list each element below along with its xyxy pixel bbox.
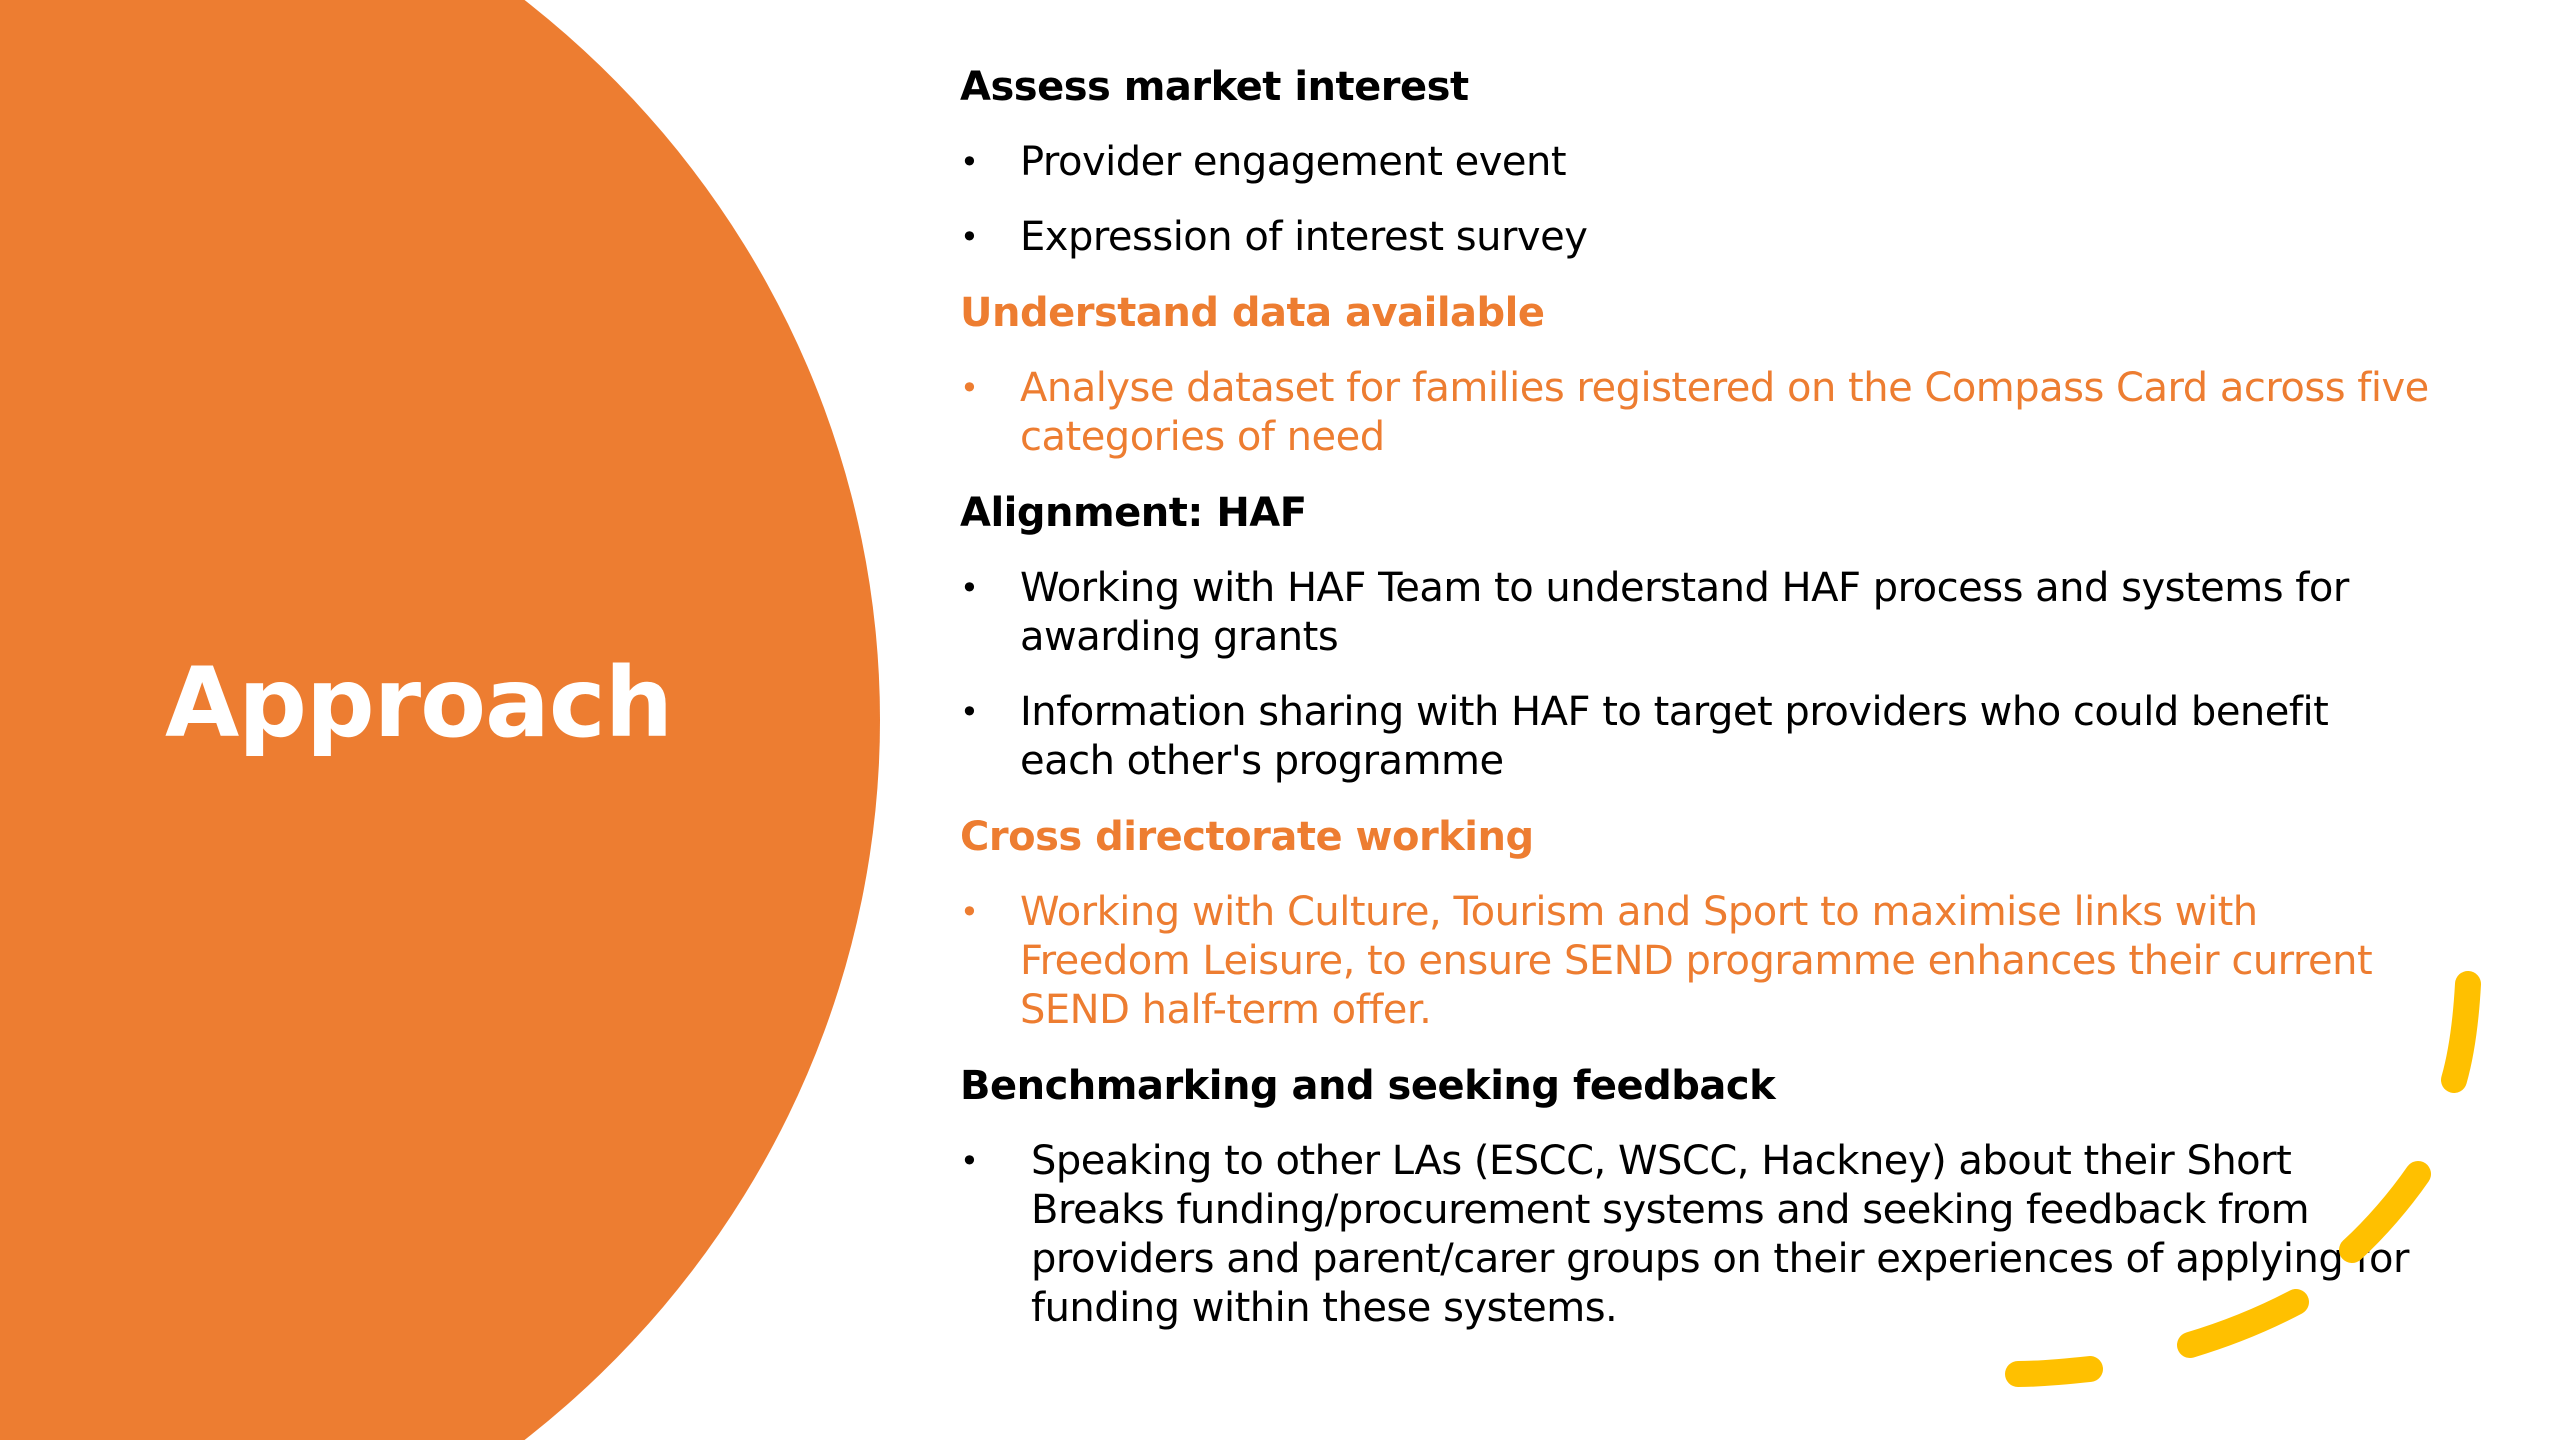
bullet-icon: • <box>960 143 979 181</box>
bullet-text: Information sharing with HAF to target providers who could benefit each other's programme <box>1020 689 2329 784</box>
section-heading: Assess market interest <box>960 64 1469 110</box>
bullet-text: Speaking to other LAs (ESCC, WSCC, Hackney) about their Short Breaks funding/procurement systems and seeking feedback from providers and parent/carer groups on their experiences of applying for funding within these systems. <box>1031 1138 2409 1331</box>
bullet-text: Working with Culture, Tourism and Sport to maximise links with Freedom Leisure, to ensure SEND programme enhances their current SEND half-term offer. <box>1020 889 2373 1033</box>
bullet-item <box>960 213 2430 262</box>
slide-title: Approach <box>165 647 673 759</box>
bullet-icon: • <box>960 369 979 407</box>
section-heading: Cross directorate working <box>960 814 1534 860</box>
bullet-text: Expression of interest survey <box>1020 214 1588 260</box>
bullet-list <box>960 564 2430 786</box>
arc-dash-segment <box>2352 1174 2418 1250</box>
bullet-list <box>960 138 2430 262</box>
bullet-list <box>960 364 2430 462</box>
arc-dash-segment <box>2454 984 2468 1080</box>
bullet-icon: • <box>960 693 979 731</box>
arc-dash-segment <box>2190 1302 2296 1345</box>
bullet-item <box>960 688 2430 786</box>
bullet-icon: • <box>960 569 979 607</box>
section-heading: Understand data available <box>960 290 1545 336</box>
section-alignment-haf <box>960 488 2430 786</box>
bullet-item <box>960 364 2430 462</box>
bullet-text: Working with HAF Team to understand HAF process and systems for awarding grants <box>1020 565 2349 660</box>
bullet-item <box>960 138 2430 187</box>
section-heading: Alignment: HAF <box>960 490 1307 536</box>
arc-dash-segment <box>2018 1369 2090 1374</box>
bullet-text: Provider engagement event <box>1020 139 1567 185</box>
bullet-text: Analyse dataset for families registered on the Compass Card across five categories of need <box>1020 365 2429 460</box>
section-assess-market-interest <box>960 62 2430 262</box>
section-understand-data <box>960 288 2430 462</box>
section-heading: Benchmarking and seeking feedback <box>960 1063 1776 1109</box>
bullet-icon: • <box>960 218 979 256</box>
bullet-item <box>960 564 2430 662</box>
bullet-icon: • <box>960 1142 979 1180</box>
yellow-dashed-arc-icon <box>1980 960 2500 1400</box>
bullet-icon: • <box>960 893 979 931</box>
